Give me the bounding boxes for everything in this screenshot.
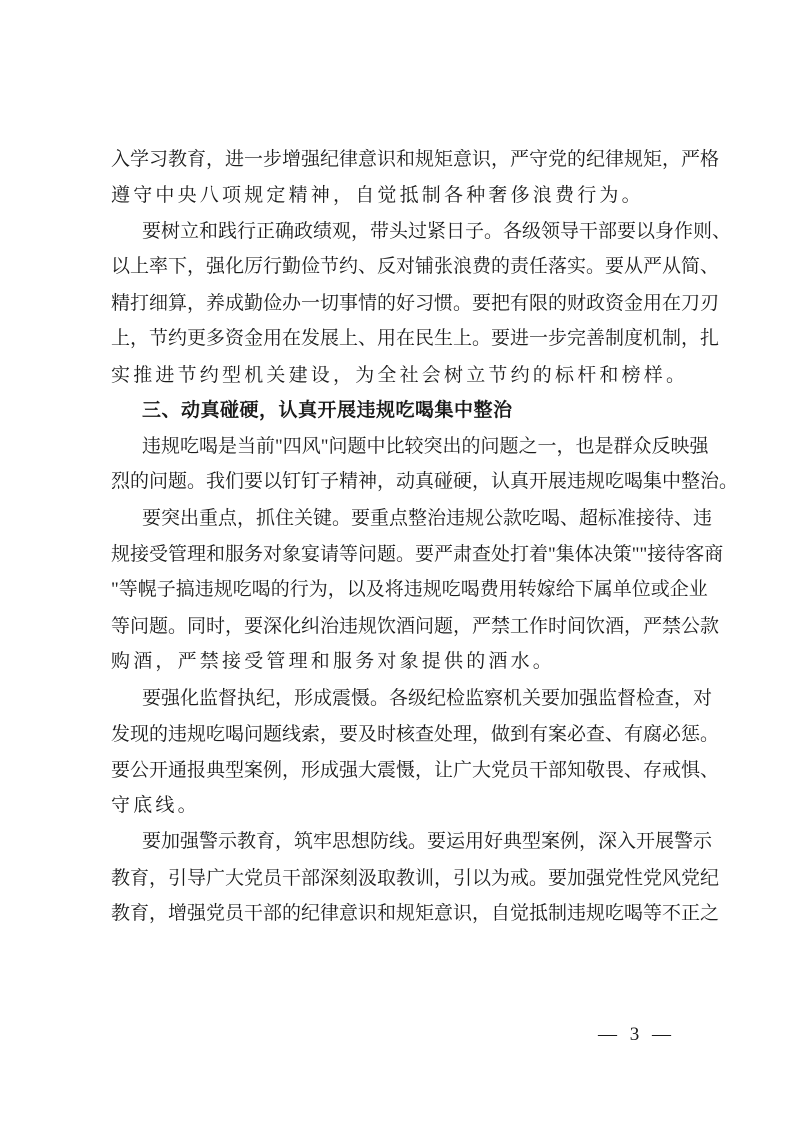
paragraph-line: 遵守中央八项规定精神，自觉抵制各种奢侈浪费行为。: [111, 185, 644, 206]
paragraph-line: 烈的问题。我们要以钉钉子精神，动真碰硬，认真开展违规吃喝集中整治。: [111, 471, 739, 492]
section-heading: 三、动真碰硬，认真开展违规吃喝集中整治: [142, 400, 513, 421]
paragraph-line: 教育，增强党员干部的纪律意识和规矩意识，自觉抵制违规吃喝等不正之: [111, 903, 720, 924]
paragraph-line: 违规吃喝是当前"四风"问题中比较突出的问题之一，也是群众反映强: [142, 436, 709, 457]
paragraph-line: 精打细算，养成勤俭办一切事情的好习惯。要把有限的财政资金用在刀刃: [111, 293, 720, 314]
paragraph-line: 实推进节约型机关建设，为全社会树立节约的标杆和榜样。: [111, 365, 689, 386]
paragraph-line: 购酒，严禁接受管理和服务对象提供的酒水。: [111, 651, 556, 672]
paragraph-line: 要突出重点，抓住关键。要重点整治违规公款吃喝、超标准接待、违: [142, 508, 713, 529]
paragraph-line: 上，节约更多资金用在发展上、用在民生上。要进一步完善制度机制，扎: [111, 328, 720, 349]
paragraph-line: 要强化监督执纪，形成震慑。各级纪检监察机关要加强监督检查，对: [142, 688, 713, 709]
paragraph-line: 教育，引导广大党员干部深刻汲取教训，引以为戒。要加强党性党风党纪: [111, 868, 720, 889]
page-number: — 3 —: [598, 1024, 675, 1045]
paragraph-line: 等问题。同时，要深化纠治违规饮酒问题，严禁工作时间饮酒，严禁公款: [111, 616, 720, 637]
paragraph-line: 要加强警示教育，筑牢思想防线。要运用好典型案例，深入开展警示: [142, 831, 713, 852]
paragraph-line: 守底线。: [111, 795, 200, 816]
paragraph-line: 发现的违规吃喝问题线索，要及时核查处理，做到有案必查、有腐必惩。: [111, 724, 720, 745]
paragraph-line: 要树立和践行正确政绩观，带头过紧日子。各级领导干部要以身作则、: [142, 221, 732, 242]
paragraph-line: 以上率下，强化厉行勤俭节约、反对铺张浪费的责任落实。要从严从简、: [111, 256, 720, 277]
paragraph-line: "等幌子搞违规吃喝的行为，以及将违规吃喝费用转嫁给下属单位或企业: [111, 579, 708, 600]
paragraph-line: 入学习教育，进一步增强纪律意识和规矩意识，严守党的纪律规矩，严格: [111, 149, 720, 170]
paragraph-line: 规接受管理和服务对象宴请等问题。要严肃查处打着"集体决策""接待客商: [111, 544, 724, 565]
paragraph-line: 要公开通报典型案例，形成强大震慑，让广大党员干部知敬畏、存戒惧、: [111, 760, 720, 781]
